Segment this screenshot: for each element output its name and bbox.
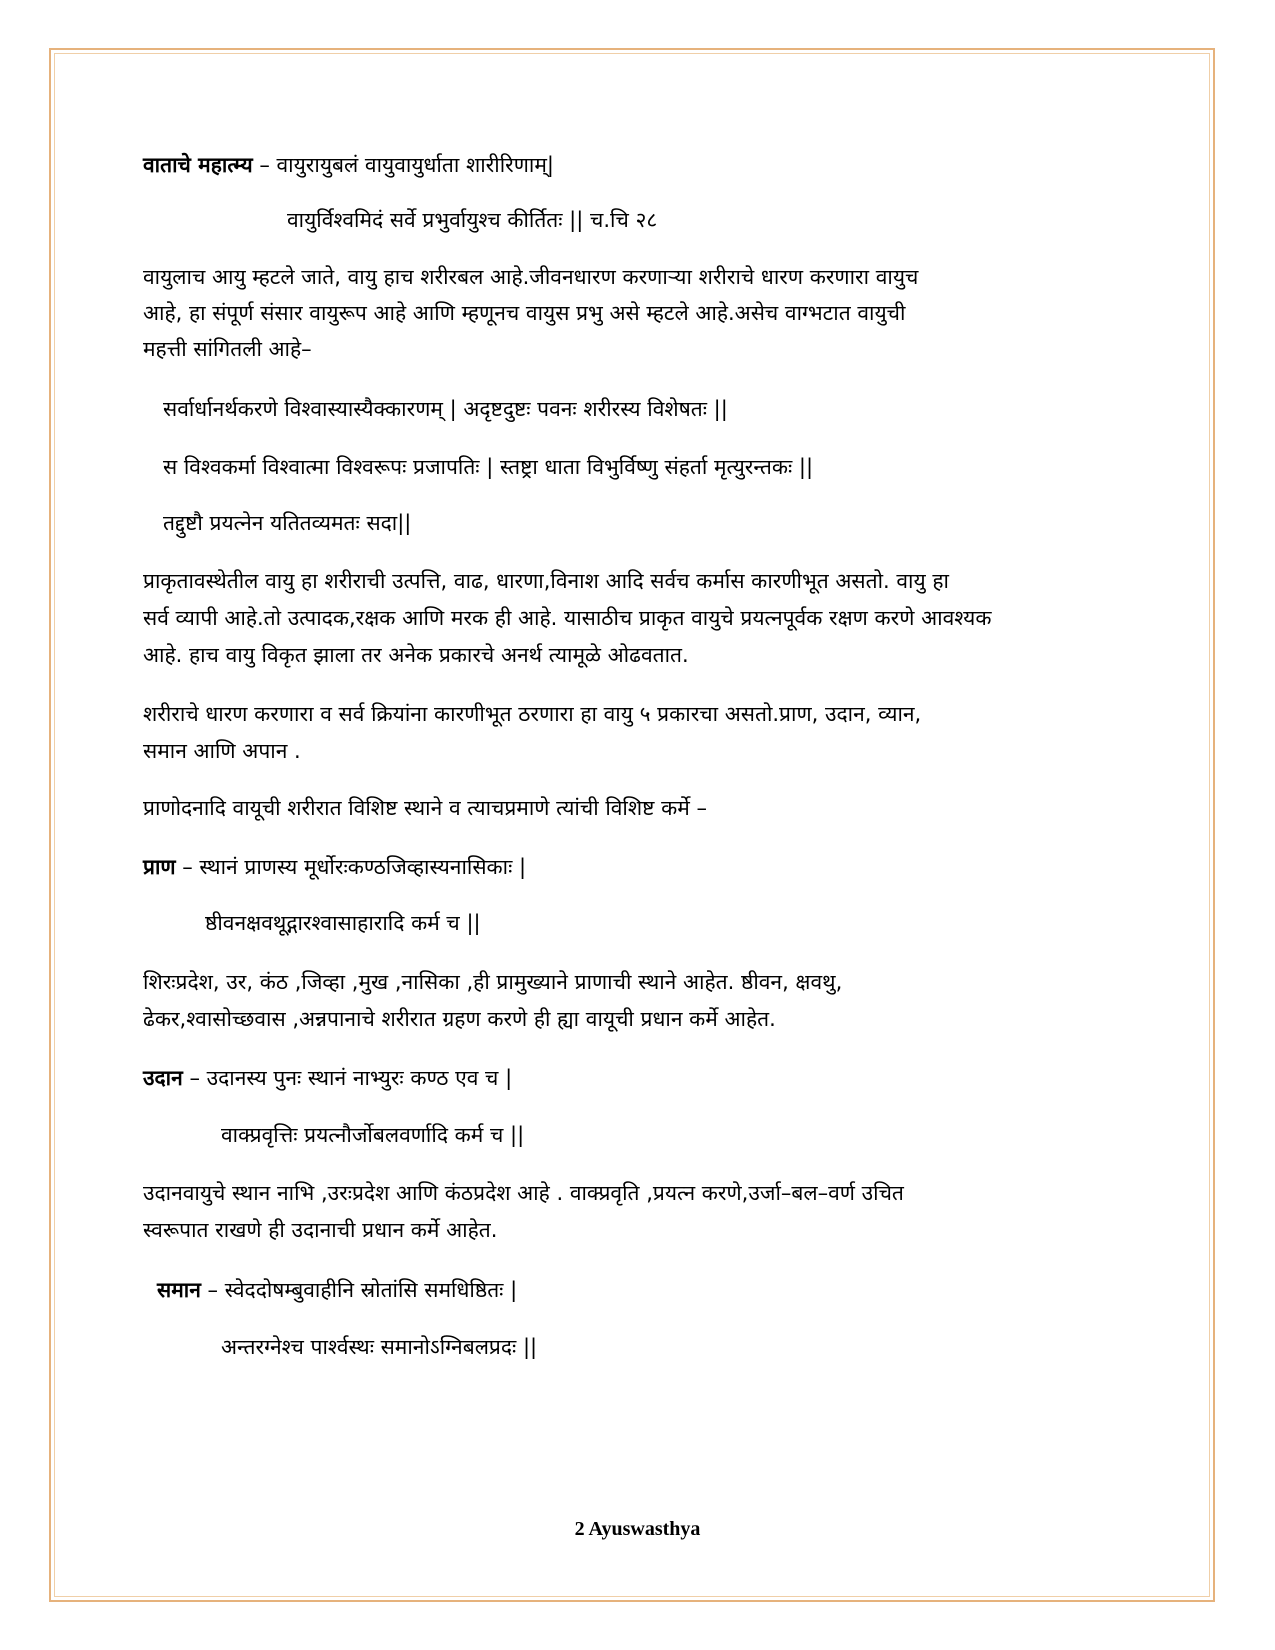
paragraph-line: आहे. हाच वायु विकृत झाला तर अनेक प्रकारचे अनर्थ त्यामूळे ओढवतात.	[143, 643, 689, 667]
samana-verse-line1	[157, 1275, 517, 1305]
verse-text: – स्थानं प्राणस्य मूर्धोरःकण्ठजिव्हास्यनासिकाः |	[175, 855, 527, 879]
title-verse-line1	[143, 150, 554, 180]
paragraph-line: शरीराचे धारण करणारा व सर्व क्रियांना कारणीभूत ठरणारा हा वायु ५ प्रकारचा असतो.प्राण, उदान, व्यान,	[143, 702, 922, 726]
udana-verse-line1	[143, 1063, 512, 1093]
paragraph-line: समान आणि अपान .	[143, 739, 301, 763]
paragraph-line: प्राकृतावस्थेतील वायु हा शरीराची उत्पत्ति, वाढ, धारणा,विनाश आदि सर्वच कर्मास कारणीभूत असतो. वायु हा	[143, 569, 949, 593]
paragraph-line: प्राणोदनादि वायूची शरीरात विशिष्ट स्थाने व त्याचप्रमाणे त्यांची विशिष्ट कर्मे –	[143, 796, 707, 820]
paragraph-line: महत्ती सांगितली आहे–	[143, 337, 312, 361]
prana-verse-line1	[143, 852, 526, 882]
prana-verse-line2: ष्ठीवनक्षवथूद्गारश्वासाहारादि कर्म च ||	[205, 911, 481, 935]
shloka-line: सर्वार्धानर्थकरणे विश्वास्यास्यैक्कारणम् | अदृष्टदुष्टः पवनः शरीरस्य विशेषतः ||	[163, 397, 728, 421]
paragraph-line: शिरःप्रदेश, उर, कंठ ,जिव्हा ,मुख ,नासिका ,ही प्रामुख्याने प्राणाची स्थाने आहेत. ष्ठीवन, क्षवथु,	[143, 970, 843, 994]
verse-text: – स्वेददोषम्बुवाहीनि स्रोतांसि समधिष्ठितः |	[200, 1278, 518, 1302]
udana-verse-line2: वाक्प्रवृत्तिः प्रयत्नौर्जोबलवर्णादि कर्म च ||	[221, 1123, 525, 1147]
paragraph-line: आहे, हा संपूर्ण संसार वायुरूप आहे आणि म्हणूनच वायुस प्रभु असे म्हटले आहे.असेच वाग्भटात वायुची	[143, 301, 906, 325]
paragraph-line: उदानवायुचे स्थान नाभि ,उरःप्रदेश आणि कंठप्रदेश आहे . वाक्प्रवृति ,प्रयत्न करणे,उर्जा–बल–वर्ण उचित	[143, 1181, 904, 1205]
verse-text: – वायुरायुबलं वायुवायुर्धाता शारीरिणाम्|	[252, 153, 554, 177]
section-heading: वाताचे महात्म्य	[143, 153, 253, 177]
paragraph-line: वायुलाच आयु म्हटले जाते, वायु हाच शरीरबल आहे.जीवनधारण करणाऱ्या शरीराचे धारण करणारा वायुच	[143, 265, 919, 289]
shloka-line: तद्दुष्टौ प्रयत्नेन यतितव्यमतः सदा||	[163, 511, 412, 535]
samana-heading: समान	[157, 1278, 201, 1302]
samana-verse-line2: अन्तरग्नेश्च पार्श्वस्थः समानोऽग्निबलप्रदः ||	[221, 1335, 538, 1359]
shloka-line: स विश्वकर्मा विश्वात्मा विश्वरूपः प्रजापतिः | स्तष्ट्रा धाता विभुर्विष्णु संहर्ता मृत्युरन्तकः ||	[163, 455, 814, 479]
page-footer: 2 Ayuswasthya	[574, 1518, 701, 1540]
paragraph-line: सर्व व्यापी आहे.तो उत्पादक,रक्षक आणि मरक ही आहे. यासाठीच प्राकृत वायुचे प्रयत्नपूर्वक रक्षण करणे आवश्यक	[143, 606, 992, 630]
paragraph-line: ढेकर,श्वासोच्छवास ,अन्नपानाचे शरीरात ग्रहण करणे ही ह्या वायूची प्रधान कर्मे आहेत.	[143, 1007, 776, 1031]
paragraph-line: स्वरूपात राखणे ही उदानाची प्रधान कर्मे आहेत.	[143, 1218, 498, 1242]
udana-heading: उदान	[143, 1066, 183, 1090]
verse-text: – उदानस्य पुनः स्थानं नाभ्युरः कण्ठ एव च |	[182, 1066, 513, 1090]
prana-heading: प्राण	[143, 855, 176, 879]
title-verse-line2: वायुर्विश्वमिदं सर्वे प्रभुर्वायुश्च कीर्तितः || च.चि २८	[287, 208, 658, 232]
